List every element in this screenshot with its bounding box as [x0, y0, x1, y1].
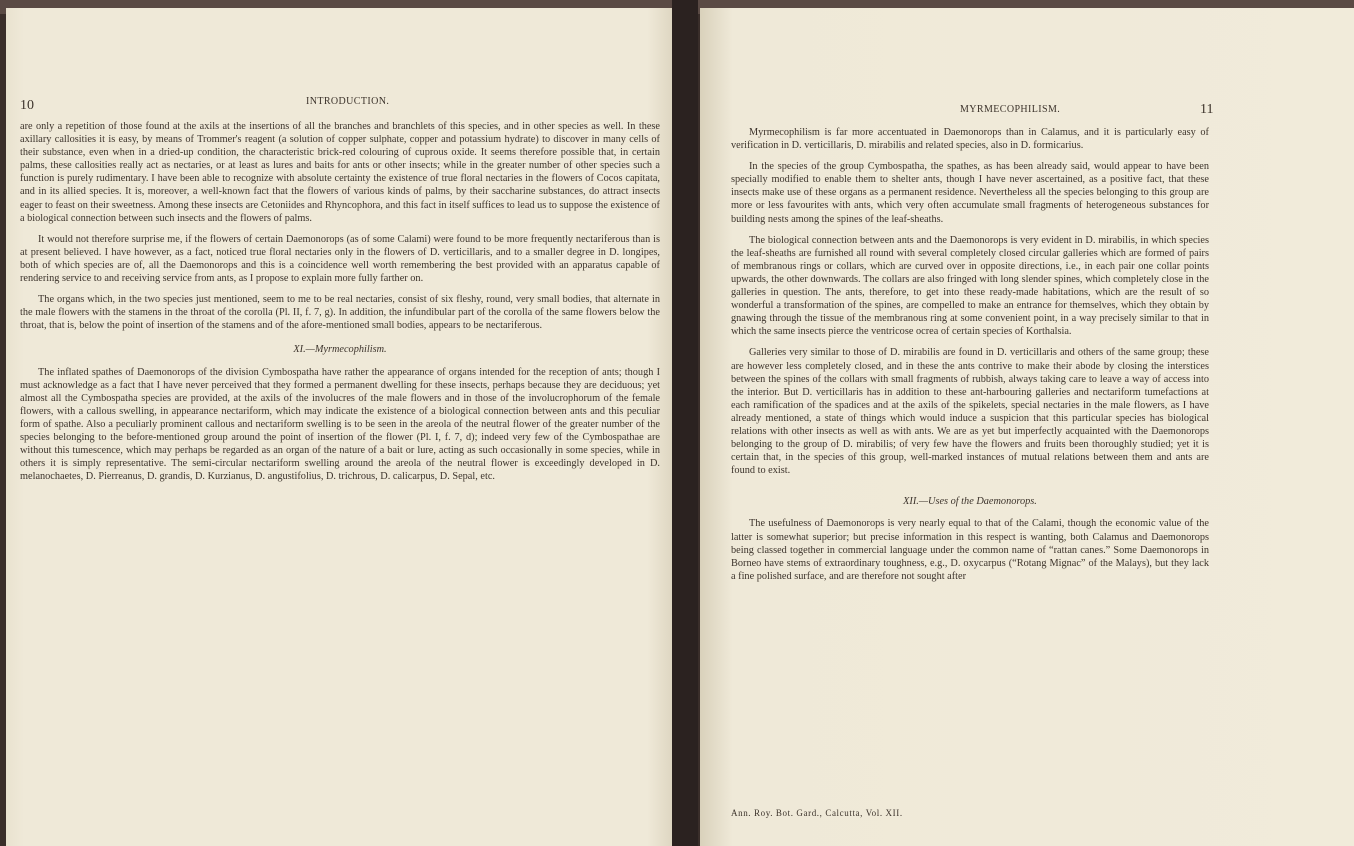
page-number: 11	[1200, 102, 1214, 117]
left-text-column	[20, 120, 660, 483]
section-title: XII.—Uses of the Daemonorops.	[903, 496, 1037, 508]
section-title: XI.—Myrmecophilism.	[293, 344, 387, 356]
page-number: 10	[20, 98, 34, 113]
paragraph: The inflated spathes of Daemonorops of the division Cymbospatha have rather the appearance of organs intended for the reception of ants; though I must acknowledge as a fact that I have never perceived that they formed a permanent dwelling for these insects, perhaps because they are deciduous; yet almost all the Cymbospatha species are provided, at the axils of the involucres of the male flowers and in those of the involucrophorum of the female flowers, with a callous swelling, in appearance nectariform, which may indicate the existence of a biological connection between ants and this peculiar form of spathe. Also a peculiarly prominent callous and nectariform swelling is to be seen in the areola of the neutral flower of the greater number of the species belonging to the before-mentioned group around the point of insertion of the flower (Pl. I, f. 7, d); indeed very few of the Cymbospathae are without this tumescence, which may perhaps be regarded as an organ of the nature of a bait or lure, acting as such occasionally in some species, while in others it is simply representative. The semi-circular nectariform swelling around the areola of the neutral flower is exceedingly developed in D. melanochaetes, D. Pierreanus, D. grandis, D. Kurzianus, D. angustifolius, D. trichrous, D. calicarpus, D. Sepal, etc.	[20, 366, 660, 483]
paragraph: It would not therefore surprise me, if the flowers of certain Daemonorops (as of some Calami) were found to be more frequently nectariferous than is at present believed. I have however, as a fact, noticed true floral nectaries only in the flowers of D. verticillaris, and to a smaller degree in D. longipes, both of which species are of, all the Daemonorops and this is a coincidence well worth remembering the best provided with an apparatus capable of rendering service to and receiving service from ants, as I propose to explain more fully farther on.	[20, 233, 660, 285]
paragraph: In the species of the group Cymbospatha, the spathes, as has been already said, would appear to have been specially modified to enable them to shelter ants, though I have never ascertained, as a positive fact, that these insects make use of these organs as a permanent residence. Nevertheless all the species belonging to this group are more or less favourites with ants, which very often accumulate small fragments of heterogeneous substances for building nests among the spines of the leaf-sheaths.	[731, 161, 1209, 225]
paragraph: The usefulness of Daemonorops is very nearly equal to that of the Calami, though the economic value of the latter is somewhat superior; but precise information in this respect is wanting, both Calamus and Daemonorops being classed together in commercial language under the common name of “rattan canes.” Some Daemonorops in Borneo have stems of extraordinary toughness, e.g., D. oxycarpus (“Rotang Mignac” of the Malays), but they lack a fine polished surface, and are therefore not sought after	[731, 518, 1209, 582]
running-head: INTRODUCTION.	[306, 96, 390, 107]
paragraph: are only a repetition of those found at the axils at the insertions of all the branches and branchlets of this species, and in other species as well. In these axillary callosities it is easy, by means of Trommer's reagent (a solution of copper sulphate, copper and potassium hydrate) to discover in many cells of their substance, even when in a dried-up condition, the characteristic brick-red colouring of cuprous oxide. It seems therefore possible that, in certain palms, these callosities really act as nectaries, or at least as lures and baits for ants or other insects; while in the greater number of other species such a function is purely rudimentary. I have been able to recognize with absolute certainty the existence of true floral nectaries in the flowers of Cocos capitata, and in its allied species. It is, moreover, a well-known fact that the flowers of various kinds of palms, by their saccharine substances, do attract insects eager to feast on their sweetness. Among these insects are Cetoniides and Rhyncophora, and this fact in itself suffices to lead us to suppose the existence of a biological connection between such insects and the flowers of palms.	[20, 121, 660, 224]
right-page	[700, 8, 1354, 846]
right-text-column	[731, 126, 1209, 583]
paragraph: Myrmecophilism is far more accentuated in Daemonorops than in Calamus, and it is particularly easy of verification in D. verticillaris, D. mirabilis and related species, also in D. formicarius.	[731, 127, 1209, 152]
left-page	[6, 8, 674, 846]
paragraph: The biological connection between ants and the Daemonorops is very evident in D. mirabilis, in which species the leaf-sheaths are furnished all round with several completely closed circular galleries which are formed of pairs of membranous rings or collars, which are curved over in opposite directions, i.e., in each pair one collar points upwards, the other downwards. The collars are also fringed with long slender spines, which completely close in the galleries in question. The ants, therefore, to get into these ready-made habitations, which are the result of so wonderful a transformation of the spines, are compelled to make an entrance for themselves, which they obtain by gnawing through the tissue of the membranous ring at some convenient point, in a way precisely similar to that in which the same insects pierce the ventricose ocrea of certain species of Korthalsia.	[731, 234, 1209, 338]
paragraph: The organs which, in the two species just mentioned, seem to me to be real nectaries, consist of six fleshy, round, very small bodies, that alternate in the male flowers with the stamens in the throat of the corolla (Pl. II, f. 7, g). In addition, the infundibular part of the corolla of the same flowers below the throat, that is, below the point of insertion of the stamens and of the afore-mentioned small bodies, appears to be nectariferous.	[20, 294, 660, 332]
paragraph: Galleries very similar to those of D. mirabilis are found in D. verticillaris and others of the same group; these are however less completely closed, and in these the ants contrive to make their abode by closing the interstices between the spines of the collars with small fragments of rubbish, always taking care to leave a way of access into the interior. But D. verticillaris has in addition to these ant-harbouring galleries and nectariform tumefactions at each ramification of the spadices and at the axils of the spikelets, special nectaries in the male flowers, as I have already mentioned, a state of things which would induce a suspicion that this particular species has biological relations with other insects as well as with ants. We are as yet but imperfectly acquainted with the Daemonorops belonging to the group of D. mirabilis; of very few have the flowers and fruits been thoroughly studied; yet it is certain that, in the species of this group, well-marked instances of mutual relations between them and ants are found to exist.	[731, 347, 1209, 477]
running-head: MYRMECOPHILISM.	[960, 104, 1061, 115]
book-gutter	[672, 0, 698, 846]
page-footer: Ann. Roy. Bot. Gard., Calcutta, Vol. XII.	[731, 808, 903, 818]
